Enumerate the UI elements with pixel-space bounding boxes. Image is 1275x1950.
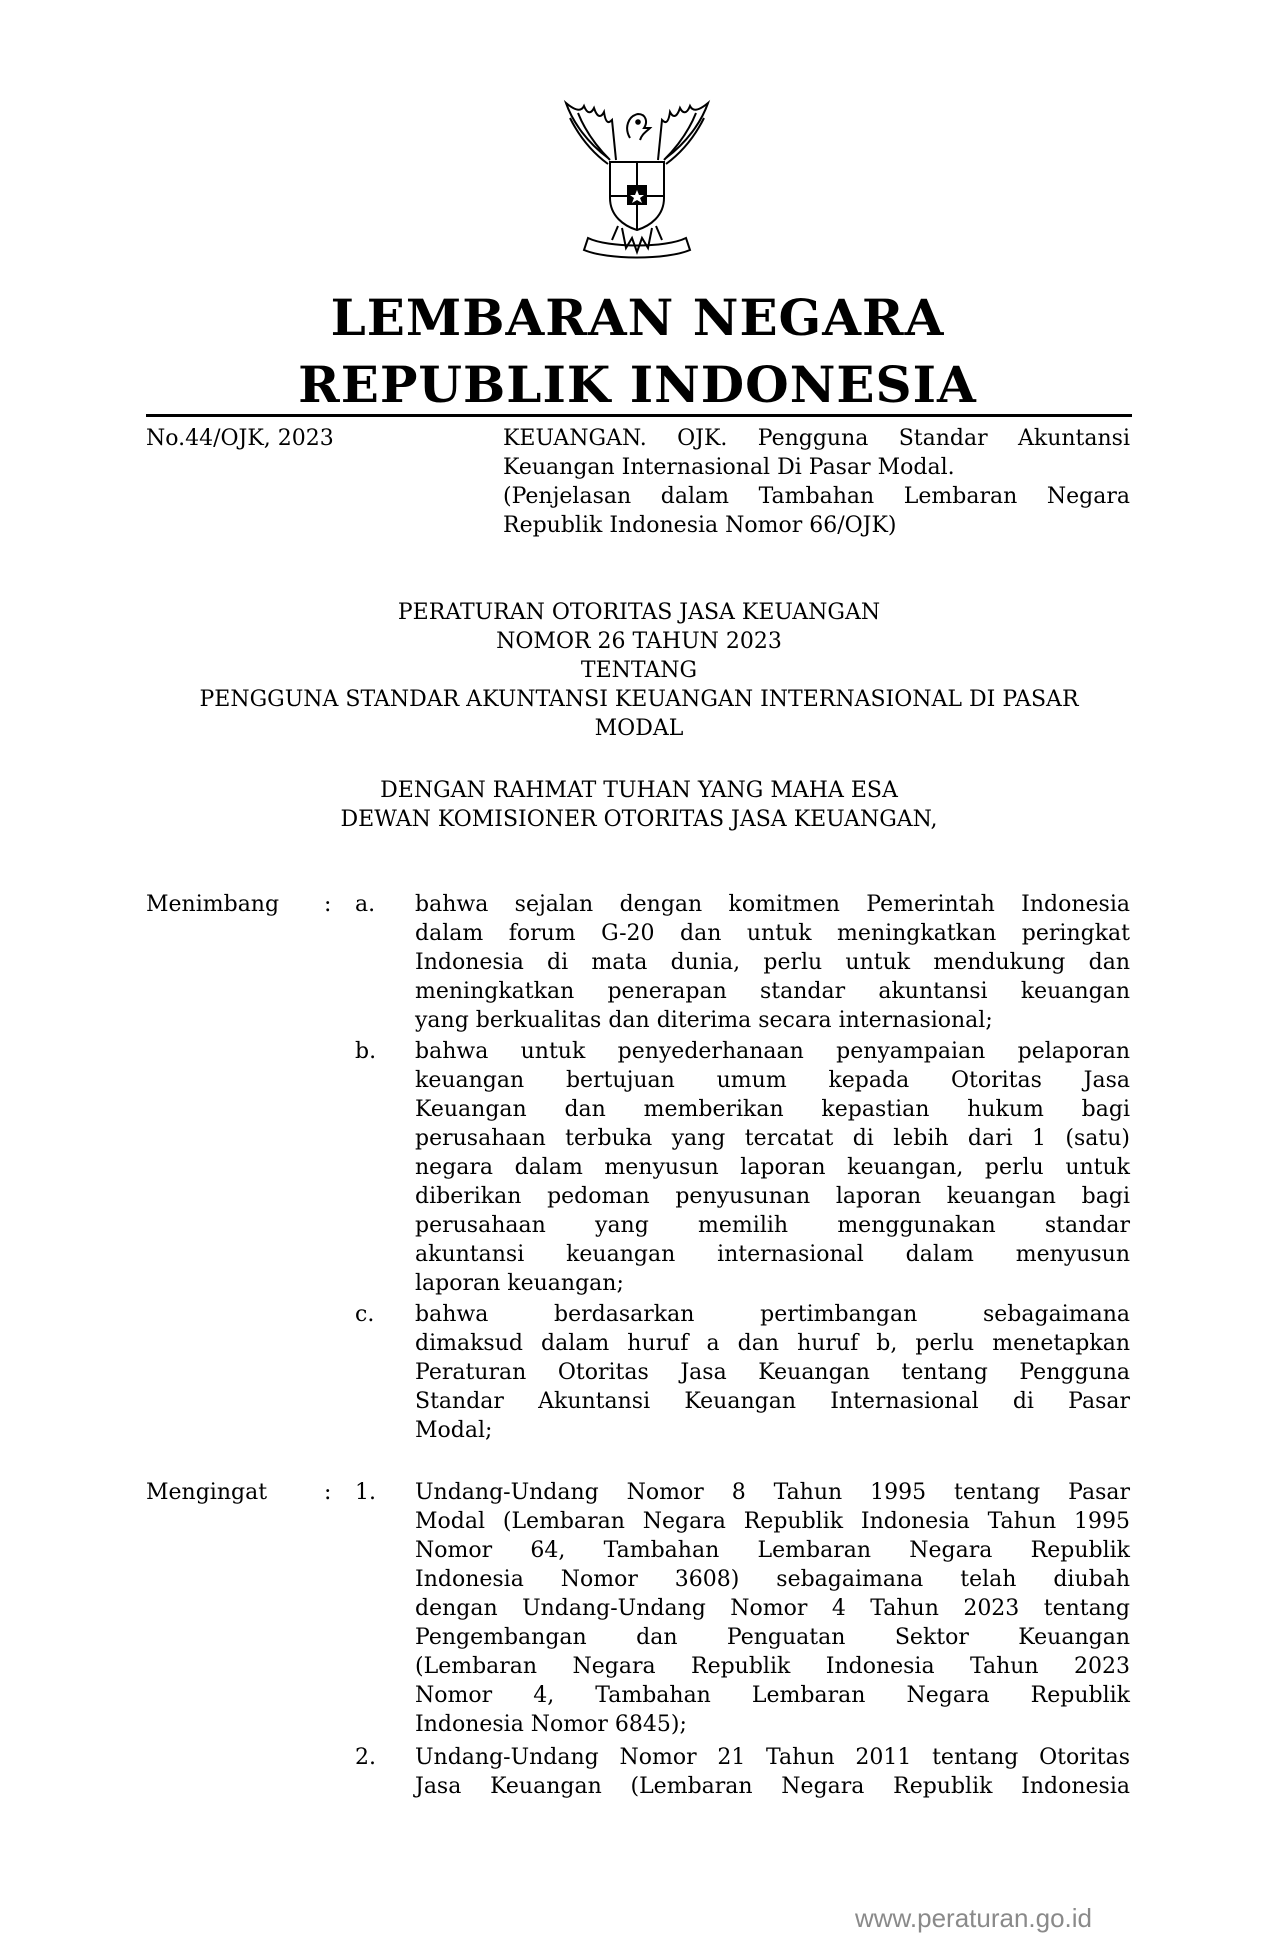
- regulation-line: PERATURAN OTORITAS JASA KEUANGAN: [397, 600, 881, 625]
- text-line: laporan keuangan;: [415, 1271, 624, 1296]
- regulation-line: NOMOR 26 TAHUN 2023: [496, 629, 782, 654]
- text-line: dimaksud dalam huruf a dan huruf b, perlu menetapkan: [415, 1331, 1130, 1356]
- text-line: meningkatkan penerapan standar akuntansi keuangan: [415, 979, 1130, 1004]
- text-line: Indonesia Nomor 3608) sebagaimana telah diubah: [415, 1567, 1130, 1592]
- text-line: Modal (Lembaran Negara Republik Indonesia Tahun 1995: [415, 1509, 1130, 1534]
- subject-line: (Penjelasan dalam Tambahan Lembaran Negara: [503, 484, 1130, 509]
- item-marker: b.: [355, 1039, 377, 1064]
- menimbang-item-c: [415, 1300, 1130, 1445]
- text-line: Keuangan dan memberikan kepastian hukum bagi: [415, 1097, 1130, 1122]
- menimbang-label: Menimbang: [146, 892, 280, 917]
- text-line: Undang-Undang Nomor 21 Tahun 2011 tentang Otoritas: [415, 1745, 1130, 1770]
- text-line: Pengembangan dan Penguatan Sektor Keuangan: [415, 1625, 1130, 1650]
- preamble-line: DEWAN KOMISIONER OTORITAS JASA KEUANGAN,: [340, 807, 938, 832]
- regulation-heading: [146, 598, 1132, 743]
- text-line: keuangan bertujuan umum kepada Otoritas Jasa: [415, 1068, 1130, 1093]
- item-marker: 1.: [355, 1480, 376, 1505]
- text-line: yang berkualitas dan diterima secara internasional;: [415, 1008, 993, 1033]
- text-line: diberikan pedoman penyusunan laporan keuangan bagi: [415, 1184, 1130, 1209]
- preamble: [146, 776, 1132, 834]
- text-line: Jasa Keuangan (Lembaran Negara Republik Indonesia: [415, 1774, 1130, 1799]
- gazette-title-line1: LEMBARAN NEGARA: [330, 288, 945, 347]
- text-line: akuntansi keuangan internasional dalam menyusun: [415, 1242, 1130, 1267]
- regulation-line: PENGGUNA STANDAR AKUNTANSI KEUANGAN INTERNASIONAL DI PASAR: [199, 687, 1079, 712]
- footer-url: www.peraturan.go.id: [855, 1903, 1093, 1933]
- subject-line: KEUANGAN. OJK. Pengguna Standar Akuntansi: [503, 426, 1130, 451]
- item-marker: a.: [355, 892, 376, 917]
- regulation-line: MODAL: [594, 716, 684, 741]
- text-line: Modal;: [415, 1418, 493, 1443]
- subject-line: Republik Indonesia Nomor 66/OJK): [503, 513, 897, 538]
- mengingat-colon: :: [324, 1480, 332, 1505]
- subject-line: Keuangan Internasional Di Pasar Modal.: [503, 455, 955, 480]
- text-line: Peraturan Otoritas Jasa Keuangan tentang Pengguna: [415, 1360, 1130, 1385]
- gazette-number: No.44/OJK, 2023: [146, 426, 334, 451]
- text-line: negara dalam menyusun laporan keuangan, perlu untuk: [415, 1155, 1130, 1180]
- item-marker: 2.: [355, 1745, 376, 1770]
- text-line: bahwa sejalan dengan komitmen Pemerintah Indonesia: [415, 892, 1130, 917]
- mengingat-item-2: [415, 1743, 1130, 1801]
- text-line: (Lembaran Negara Republik Indonesia Tahun 2023: [415, 1654, 1130, 1679]
- text-line: dalam forum G-20 dan untuk meningkatkan peringkat: [415, 921, 1130, 946]
- menimbang-colon: :: [324, 892, 332, 917]
- preamble-line: DENGAN RAHMAT TUHAN YANG MAHA ESA: [380, 778, 898, 803]
- text-line: perusahaan terbuka yang tercatat di lebih dari 1 (satu): [415, 1126, 1130, 1151]
- text-line: Nomor 4, Tambahan Lembaran Negara Republik: [415, 1683, 1130, 1708]
- text-line: Standar Akuntansi Keuangan Internasional di Pasar: [415, 1389, 1130, 1414]
- text-line: Undang-Undang Nomor 8 Tahun 1995 tentang Pasar: [415, 1480, 1130, 1505]
- text-line: Indonesia di mata dunia, perlu untuk mendukung dan: [415, 950, 1130, 975]
- gazette-title-line2: REPUBLIK INDONESIA: [298, 355, 977, 414]
- text-line: bahwa berdasarkan pertimbangan sebagaimana: [415, 1302, 1130, 1327]
- regulation-line: TENTANG: [580, 658, 698, 683]
- text-line: dengan Undang-Undang Nomor 4 Tahun 2023 tentang: [415, 1596, 1130, 1621]
- menimbang-item-b: [415, 1037, 1130, 1298]
- garuda-emblem-icon: [548, 98, 726, 262]
- menimbang-item-a: [415, 890, 1130, 1035]
- text-line: Indonesia Nomor 6845);: [415, 1712, 687, 1737]
- text-line: bahwa untuk penyederhanaan penyampaian pelaporan: [415, 1039, 1130, 1064]
- mengingat-item-1: [415, 1478, 1130, 1739]
- gazette-subject: [503, 424, 1130, 540]
- item-marker: c.: [355, 1302, 375, 1327]
- text-line: perusahaan yang memilih menggunakan standar: [415, 1213, 1130, 1238]
- text-line: Nomor 64, Tambahan Lembaran Negara Republik: [415, 1538, 1130, 1563]
- mengingat-label: Mengingat: [146, 1480, 268, 1505]
- title-divider: [146, 414, 1132, 417]
